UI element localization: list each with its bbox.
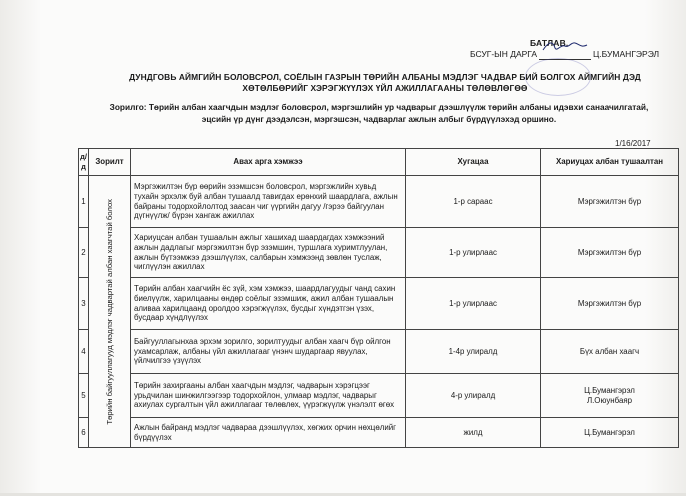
goal-statement bbox=[84, 101, 674, 125]
objective-cell bbox=[89, 176, 131, 448]
goal-line-2: эцсийн үр дүнг дээдэлсэн, мэргэшсэн, чадварлаг ажлын албыг бүрдүүлэхэд оршино. bbox=[201, 114, 557, 124]
row-responsible: Бүх албан хаагч bbox=[541, 330, 679, 374]
row-deadline: 4-р улиралд bbox=[406, 374, 541, 418]
row-num: 1 bbox=[79, 176, 89, 228]
row-action: Төрийн захиргааны албан хаагчдын мэдлэг, чадварын хэрэгцээг урьдчилан шинжилгээгээр тодорхойлон, улмаар мэдлэг, чадварыг ахиулах сургалтын үйл ажиллагааг төлөвлөх, үүрэгжүүлж үнэлэлт өгөх bbox=[131, 374, 406, 418]
row-deadline: 1-р улирлаас bbox=[406, 228, 541, 278]
row-responsible: Ц.Бумангэрэл bbox=[541, 418, 679, 448]
header-objective: Зорилт bbox=[89, 149, 131, 176]
header-action: Авах арга хэмжээ bbox=[131, 149, 406, 176]
row-action: Байгууллагынхаа эрхэм зорилго, зорилтуудыг албан хаагч бүр ойлгон ухамсарлаж, албаны үйл ажиллагааг үнэнч шударгаар явуулах, үйлчилгээ үзүүлэх bbox=[131, 330, 406, 374]
heading-line-1: ДУНДГОВЬ АЙМГИЙН БОЛОВСРОЛ, СОЁЛЫН ГАЗРЫН ТӨРИЙН АЛБАНЫ МЭДЛЭГ ЧАДВАР БИЙ БОЛГОХ АЙМГИЙН ДЭД bbox=[129, 72, 641, 82]
approval-block bbox=[470, 38, 680, 60]
document-date: 1/16/2017 bbox=[615, 139, 651, 148]
row-action: Мэргэжилтэн бүр өөрийн эзэмшсэн боловсрол, мэргэжлийн хувьд тухайн эрхэлж буй албан тушаалд тавигдах ерөнхий шаардлага, ажлын байраны тодорхойлолтод заасан чиг үүргийн дагуу /гэрээ байгуулан дүгнүүлж/ бүрэн хангаж ажиллах bbox=[131, 176, 406, 228]
table-row bbox=[79, 176, 679, 228]
row-deadline: 1-р улирлаас bbox=[406, 278, 541, 330]
approval-line bbox=[470, 49, 680, 60]
table-row bbox=[79, 374, 679, 418]
approval-title: БАТЛАВ. bbox=[530, 38, 569, 48]
row-num: 5 bbox=[79, 374, 89, 418]
approval-signer: Ц.БУМАНГЭРЭЛ bbox=[593, 49, 660, 59]
heading-line-2: ХӨТӨЛБӨРИЙГ ХЭРЭГЖҮҮЛЭХ ҮЙЛ АЖИЛЛАГААНЫ ТӨЛӨВЛӨГӨӨ bbox=[242, 83, 528, 93]
row-num: 3 bbox=[79, 278, 89, 330]
row-deadline: 1-4р улиралд bbox=[406, 330, 541, 374]
row-action: Ажлын байранд мэдлэг чадвараа дээшлүүлэх, хөгжих орчин нөхцөлийг бүрдүүлэх bbox=[131, 418, 406, 448]
table-row bbox=[79, 278, 679, 330]
header-deadline: Хугацаа bbox=[406, 149, 541, 176]
table-row bbox=[79, 330, 679, 374]
row-num: 2 bbox=[79, 228, 89, 278]
table-row bbox=[79, 228, 679, 278]
objective-text: Төрийн байгууллагууд мэдлэг чадвартай албан хаагчтай болох bbox=[105, 198, 114, 425]
row-num: 6 bbox=[79, 418, 89, 448]
row-action: Төрийн албан хаагчийн ёс зүй, хэм хэмжээ, шаардлагуудыг чанд сахин биелүүлж, харилцааны өндөр соёлыг эзэмшиж, ажил албан тушаалын аливаа харилцаанд оролдоо хэрэгжүүлэх, бусдыг хүндэтгэн үзэх, бусдаар хүндлүүлэх bbox=[131, 278, 406, 330]
table-header-row bbox=[79, 149, 679, 176]
table-row bbox=[79, 418, 679, 448]
row-action: Хариуцсан албан тушаалын ажлыг хашихад шаардагдах хэмжээний ажлын дадлагыг мэргэжилтэн бүр эзэмшин, туршлага хуримтлуулан, ажлын бүтээмжээ дээшлүүлэх, салбарын хэмжээнд зөвлөн туслаж, чиглүүлэн ажиллах bbox=[131, 228, 406, 278]
header-responsible: Хариуцах албан тушаалтан bbox=[541, 149, 679, 176]
row-responsible: Мэргэжилтэн бүр bbox=[541, 176, 679, 228]
plan-table bbox=[78, 148, 679, 448]
approval-position: БСУГ-ЫН ДАРГА bbox=[470, 49, 537, 59]
header-num: д/д bbox=[79, 149, 89, 176]
row-deadline: жилд bbox=[406, 418, 541, 448]
row-responsible: Мэргэжилтэн бүр bbox=[541, 278, 679, 330]
row-num: 4 bbox=[79, 330, 89, 374]
row-responsible: Ц.Бумангэрэл Л.Оюунбаяр bbox=[541, 374, 679, 418]
row-deadline: 1-р сараас bbox=[406, 176, 541, 228]
goal-line-1: Зорилго: Төрийн албан хаагчдын мэдлэг боловсрол, мэргэшлийн ур чадварыг дээшлүүлж төрийн албаны идэвхи санаачилгатай, bbox=[109, 102, 649, 112]
document-heading bbox=[85, 72, 685, 94]
row-responsible: Мэргэжилтэн бүр bbox=[541, 228, 679, 278]
